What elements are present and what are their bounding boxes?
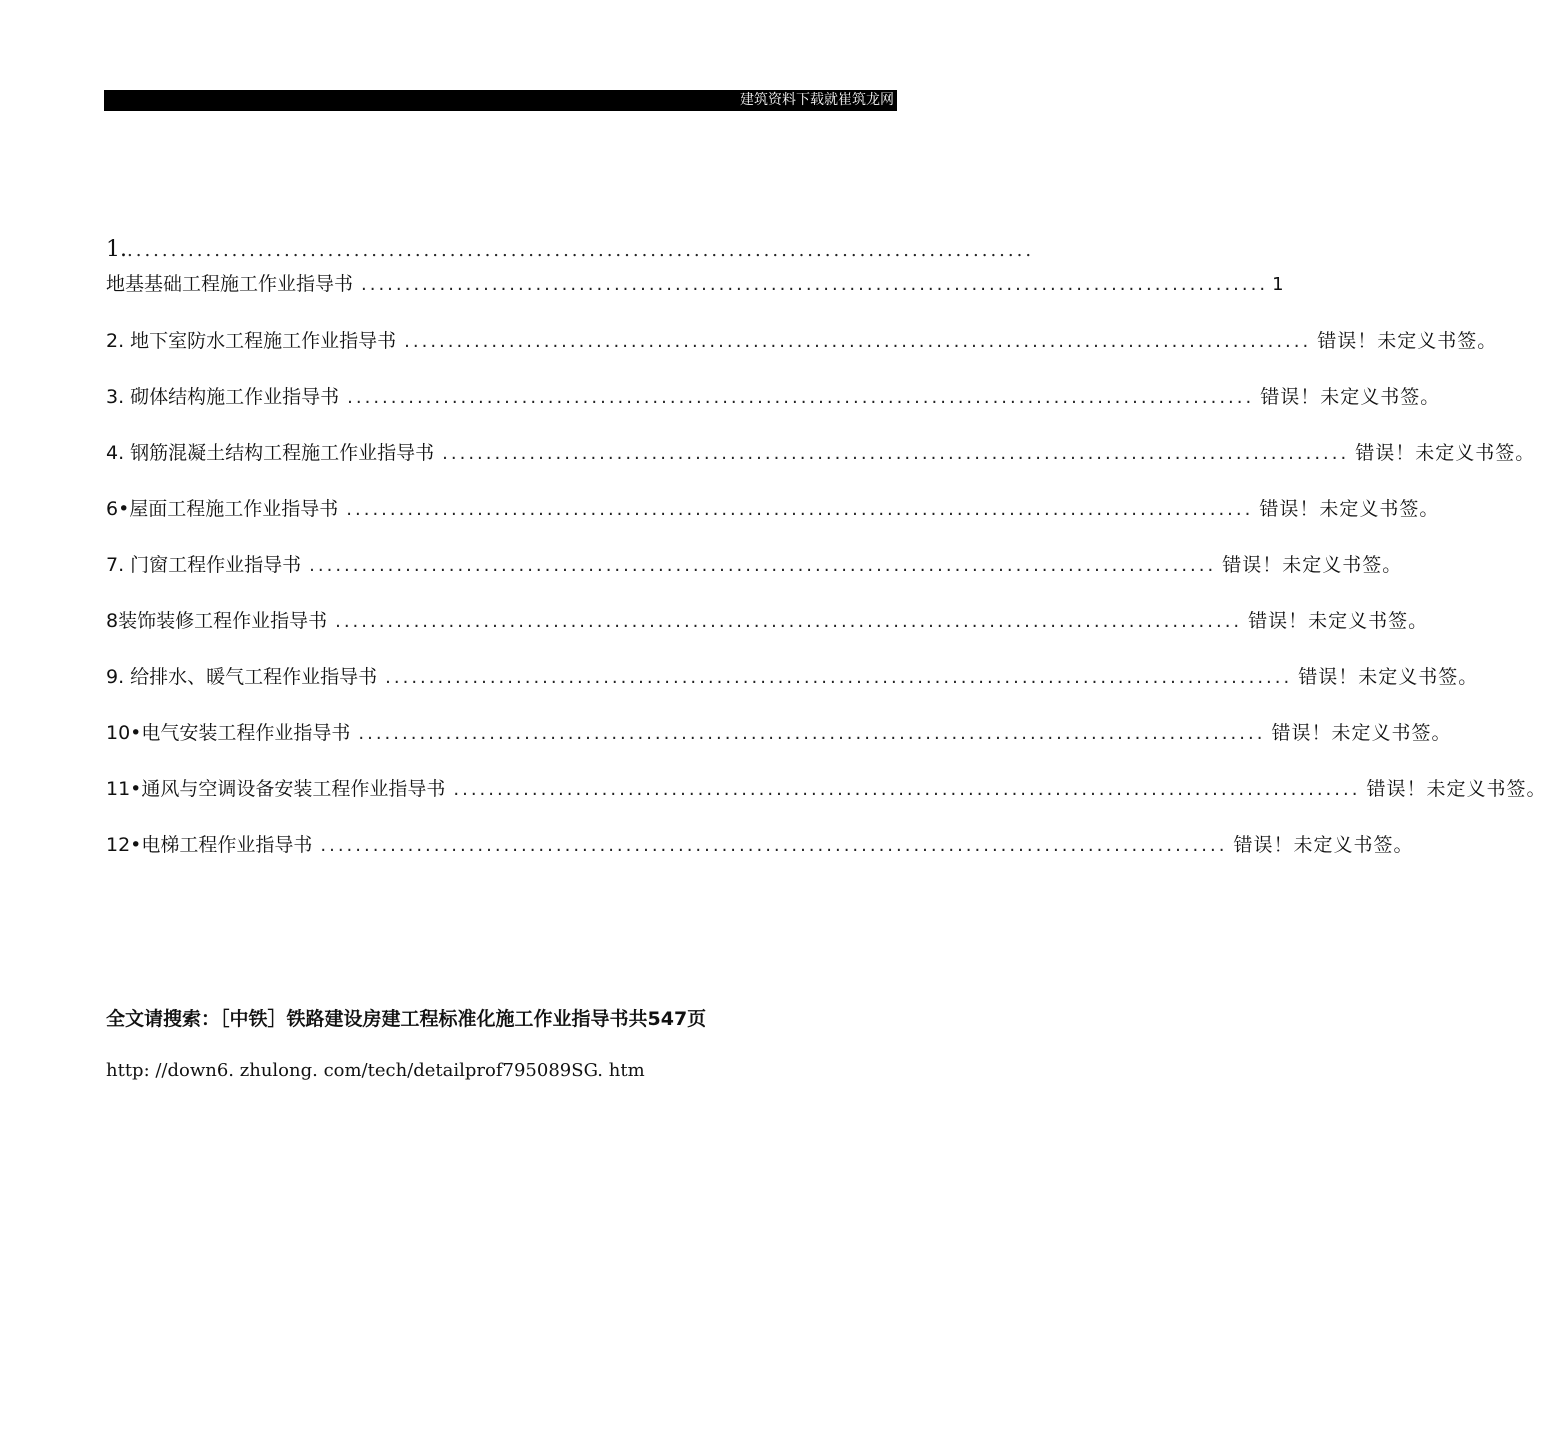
- toc-entry-status: 错误！未定义书签。: [1355, 442, 1536, 464]
- search-hint: 全文请搜索：［中铁］铁路建设房建工程标准化施工作业指导书共547页: [106, 1008, 707, 1030]
- dot-leader: ........................................................................................................: [320, 835, 1228, 856]
- toc-entry-title: 7. 门窗工程作业指导书: [106, 554, 302, 576]
- toc-entry-title: 8装饰装修工程作业指导书: [106, 610, 328, 632]
- dot-leader: ........................................................................................................: [346, 499, 1254, 520]
- toc-entry[interactable]: [106, 662, 1479, 694]
- toc-entry-title: 4. 钢筋混凝土结构工程施工作业指导书: [106, 442, 435, 464]
- toc-entry-title: 3. 砌体结构施工作业指导书: [106, 386, 340, 408]
- toc-page-number: 1: [1272, 274, 1284, 295]
- toc-entry-status: 错误！未定义书签。: [1260, 386, 1441, 408]
- toc-entry[interactable]: [106, 718, 1452, 750]
- toc-entry-title: 9. 给排水、暖气工程作业指导书: [106, 666, 378, 688]
- source-url[interactable]: http: //down6. zhulong. com/tech/detailprof795089SG. htm: [106, 1060, 645, 1081]
- dot-leader: ........................................................................................................: [385, 667, 1293, 688]
- toc-entry-title: 6•屋面工程施工作业指导书: [106, 498, 339, 520]
- dot-leader: ........................................................................................................: [404, 331, 1312, 352]
- dot-leader: ........................................................................................................: [309, 555, 1217, 576]
- toc-entry-status: 错误！未定义书签。: [1298, 666, 1479, 688]
- toc-entry[interactable]: [106, 438, 1536, 470]
- header-text: 建筑资料下载就崔筑龙网: [740, 92, 894, 108]
- toc-entry-title: 11•通风与空调设备安装工程作业指导书: [106, 778, 446, 800]
- dot-leader: ........................................................................................................: [442, 443, 1350, 464]
- toc-entry-title: 地基基础工程施工作业指导书: [106, 273, 354, 295]
- toc-entry-status: 错误！未定义书签。: [1222, 554, 1403, 576]
- toc-entry[interactable]: [106, 606, 1429, 638]
- dot-leader: ........................................................................................................: [347, 387, 1255, 408]
- toc-entry-status: 错误！未定义书签。: [1248, 610, 1429, 632]
- toc-entry-status: 错误！未定义书签。: [1259, 498, 1440, 520]
- toc-entry-number: 1.: [106, 237, 127, 262]
- toc-entry-status: 错误！未定义书签。: [1271, 722, 1452, 744]
- toc-entry[interactable]: [106, 550, 1403, 582]
- toc-entry[interactable]: [106, 326, 1498, 358]
- toc-entry-1[interactable]: [106, 237, 1284, 299]
- toc-entry[interactable]: [106, 494, 1440, 526]
- dot-leader: ........................................................................................................: [453, 779, 1361, 800]
- dot-leader: ........................................................................................................: [335, 611, 1243, 632]
- toc-entry-title: 2. 地下室防水工程施工作业指导书: [106, 330, 397, 352]
- dot-leader: ........................................................................................................: [361, 274, 1269, 295]
- header-bar: [104, 90, 897, 111]
- toc-entry-status: 错误！未定义书签。: [1233, 834, 1414, 856]
- toc-entry[interactable]: [106, 382, 1441, 414]
- toc-entry[interactable]: [106, 830, 1414, 862]
- toc-entry-status: 错误！未定义书签。: [1366, 778, 1546, 800]
- dot-leader: ........................................................................................................: [358, 723, 1266, 744]
- toc-entry-title: 12•电梯工程作业指导书: [106, 834, 313, 856]
- dot-leader: ........................................................................................................: [127, 240, 1035, 261]
- toc-entry-title: 10•电气安装工程作业指导书: [106, 722, 351, 744]
- toc-entry[interactable]: [106, 774, 1546, 806]
- toc-entry-status: 错误！未定义书签。: [1317, 330, 1498, 352]
